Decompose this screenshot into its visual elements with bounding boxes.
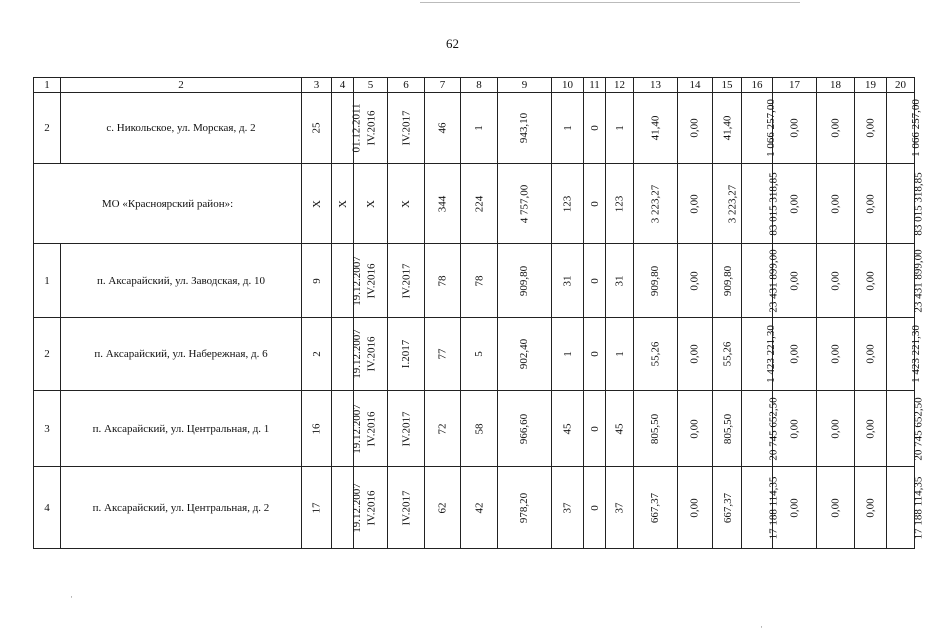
cell-c20: [887, 391, 925, 467]
cell-text: IV.2016: [365, 263, 378, 298]
cell-c8: [461, 164, 498, 244]
cell-c15: [713, 467, 742, 549]
table-row: [34, 318, 915, 391]
cell-text: 83 015 318,85: [767, 171, 780, 236]
cell-text: I.2017: [399, 339, 412, 369]
cell-text: 20 745 652,50: [767, 396, 780, 461]
cell-text: 1: [561, 351, 574, 357]
cell-c14: [678, 467, 713, 549]
cell-text: 41,40: [721, 115, 733, 141]
cell-text: 943,10: [518, 112, 531, 144]
header-cell: 15: [713, 78, 742, 93]
cell-text: 0,00: [829, 118, 842, 138]
cell-text: 1: [613, 351, 626, 357]
cell-c19: [855, 467, 887, 549]
cell-text: 42: [473, 502, 485, 513]
cell-text: 4: [44, 501, 50, 514]
cell-text: 1: [561, 125, 574, 131]
cell-text: п. Аксарайский, ул. Центральная, д. 2: [92, 501, 270, 514]
cell-text: 25: [310, 122, 323, 134]
cell-text: 0,00: [788, 193, 801, 214]
cell-c7: [425, 164, 461, 244]
cell-address: [61, 318, 302, 391]
cell-c15: [713, 391, 742, 467]
cell-c3: [302, 467, 332, 549]
cell-text: 0,00: [829, 193, 842, 214]
cell-c8: [461, 391, 498, 467]
cell-text: 2: [310, 351, 323, 357]
header-row: [34, 78, 915, 93]
cell-text: 2: [44, 122, 50, 134]
cell-text: 0,00: [864, 344, 877, 364]
cell-text: 72: [436, 423, 449, 434]
cell-text: 83 015 318,85: [912, 171, 925, 236]
data-table: [33, 77, 925, 549]
cell-text: IV.2017: [399, 263, 412, 298]
header-cell: 6: [388, 78, 425, 93]
cell-c9: [498, 164, 552, 244]
cell-c4: [332, 93, 363, 164]
cell-c4: [332, 244, 363, 318]
cell-c8: [461, 244, 498, 318]
cell-c9: [498, 391, 552, 467]
cell-c12: [606, 93, 634, 164]
cell-text: 805,50: [649, 413, 662, 444]
cell-text: 0,00: [864, 270, 877, 291]
scan-speck: ·: [70, 592, 73, 602]
cell-text: 0,00: [788, 497, 801, 518]
cell-text: 3 223,27: [649, 184, 662, 223]
cell-c20: [887, 164, 925, 244]
cell-text: IV.2016: [365, 336, 378, 372]
cell-c11: [584, 244, 606, 318]
cell-address: [61, 467, 302, 549]
cell-c10: [552, 93, 584, 164]
cell-text: 0,00: [689, 418, 701, 439]
cell-address: [61, 244, 302, 318]
cell-text: 0,00: [788, 270, 801, 291]
cell-c9: [498, 244, 552, 318]
cell-text: IV.2016: [365, 490, 378, 525]
table-row: [34, 93, 915, 164]
cell-text: 0,00: [788, 418, 801, 439]
header-cell: 10: [552, 78, 584, 93]
cell-c17: [773, 318, 817, 391]
header-cell: 1: [34, 78, 61, 93]
page-number: 62: [446, 36, 459, 51]
table-row: [34, 467, 915, 549]
cell-address: [61, 93, 302, 164]
header-cell: 17: [773, 78, 817, 93]
cell-text: X: [310, 199, 323, 208]
cell-text: 0: [588, 125, 601, 131]
cell-text: 78: [473, 275, 485, 286]
cell-text: IV.2017: [399, 110, 412, 146]
cell-c11: [584, 164, 606, 244]
cell-text: п. Аксарайский, ул. Заводская, д. 10: [97, 274, 265, 287]
cell-c13: [634, 93, 678, 164]
cell-c7: [425, 467, 461, 549]
cell-text: 4 757,00: [518, 184, 531, 223]
header-cell: 13: [634, 78, 678, 93]
header-cell: 20: [887, 78, 915, 93]
cell-c10: [552, 391, 584, 467]
cell-c16: [742, 318, 777, 391]
cell-c14: [678, 391, 713, 467]
cell-text: 19.12.2007: [350, 482, 363, 533]
cell-text: 909,80: [518, 265, 531, 296]
cell-c16: [742, 164, 780, 244]
cell-text: 966,60: [518, 413, 531, 444]
cell-c16: [742, 467, 780, 549]
cell-no: [34, 244, 61, 318]
cell-text: 1: [613, 125, 626, 131]
cell-c4: [332, 391, 363, 467]
cell-text: 0,00: [864, 418, 877, 439]
cell-text: 46: [436, 122, 449, 134]
cell-text: 01.12.2011: [350, 103, 363, 153]
cell-text: с. Никольское, ул. Морская, д. 2: [106, 122, 256, 134]
cell-c12: [606, 391, 634, 467]
cell-c6: [388, 318, 425, 391]
cell-c8: [461, 467, 498, 549]
cell-c20: [887, 244, 925, 318]
cell-text: 23 431 899,00: [912, 248, 925, 313]
cell-no: [34, 467, 61, 549]
cell-text: 16: [310, 423, 323, 434]
cell-c19: [855, 318, 887, 391]
cell-c14: [678, 164, 713, 244]
cell-c13: [634, 467, 678, 549]
cell-text: 55,26: [649, 341, 662, 367]
cell-c10: [552, 164, 584, 244]
header-cell: 8: [461, 78, 498, 93]
cell-text: 0,00: [829, 497, 842, 518]
cell-text: 667,37: [722, 492, 735, 523]
cell-text: 224: [473, 195, 485, 212]
table-row: [34, 244, 915, 318]
cell-c6: [388, 467, 425, 549]
cell-text: 0: [588, 504, 601, 511]
cell-text: 19.12.2007: [350, 255, 363, 306]
cell-text: 37: [561, 502, 574, 513]
cell-no: [34, 391, 61, 467]
cell-c15: [713, 244, 742, 318]
cell-text: 805,50: [722, 413, 735, 444]
cell-text: 31: [613, 275, 626, 286]
cell-c12: [606, 318, 634, 391]
cell-address: [61, 391, 302, 467]
cell-c13: [634, 391, 678, 467]
cell-text: 0,00: [689, 270, 701, 291]
header-cell: 18: [817, 78, 855, 93]
cell-c9: [498, 318, 552, 391]
cell-text: 909,80: [649, 265, 662, 296]
cell-c7: [425, 93, 461, 164]
cell-text: 123: [613, 195, 626, 212]
cell-c7: [425, 391, 461, 467]
cell-c6: [388, 244, 425, 318]
cell-text: 0: [588, 425, 601, 432]
header-cell: 11: [584, 78, 606, 93]
cell-text: 37: [613, 502, 626, 513]
cell-text: 344: [436, 195, 449, 212]
cell-text: 0,00: [864, 118, 877, 138]
cell-text: 3 223,27: [726, 184, 739, 223]
cell-c18: [817, 164, 855, 244]
cell-c16: [742, 93, 777, 164]
cell-text: 1: [473, 125, 485, 131]
cell-c9: [498, 467, 552, 549]
header-cell: 9: [498, 78, 552, 93]
header-cell: 14: [678, 78, 713, 93]
cell-c7: [425, 318, 461, 391]
cell-c12: [606, 467, 634, 549]
cell-c19: [855, 244, 887, 318]
cell-text: 17: [310, 502, 323, 513]
cell-c20: [887, 93, 922, 164]
cell-text: 0,00: [788, 118, 801, 138]
cell-c14: [678, 93, 713, 164]
cell-c15: [713, 164, 742, 244]
cell-text: 17 188 114,35: [912, 476, 925, 539]
cell-text: п. Аксарайский, ул. Набережная, д. 6: [94, 348, 268, 360]
scan-top-line: [420, 2, 800, 3]
cell-text: 45: [613, 423, 626, 434]
cell-text: 78: [436, 275, 449, 286]
cell-text: 0,00: [689, 497, 701, 518]
cell-c19: [855, 391, 887, 467]
cell-c11: [584, 93, 606, 164]
cell-c18: [817, 244, 855, 318]
cell-c18: [817, 318, 855, 391]
cell-c13: [634, 318, 678, 391]
cell-c3: [302, 164, 332, 244]
cell-c15: [713, 318, 742, 391]
cell-c10: [552, 244, 584, 318]
cell-c7: [425, 244, 461, 318]
header-cell: 5: [354, 78, 388, 93]
cell-text: 77: [436, 348, 449, 360]
header-cell: 2: [61, 78, 302, 93]
cell-c19: [855, 164, 887, 244]
cell-text: 55,26: [721, 341, 733, 367]
cell-text: 0: [588, 351, 601, 357]
cell-c5: [354, 164, 388, 244]
cell-text: 19.12.2007: [350, 329, 363, 379]
cell-c18: [817, 93, 855, 164]
cell-c20: [887, 467, 925, 549]
header-cell: 16: [742, 78, 773, 93]
cell-text: 0,00: [829, 270, 842, 291]
cell-text: X: [399, 199, 412, 208]
cell-text: X: [364, 199, 377, 208]
cell-c14: [678, 244, 713, 318]
cell-text: 0: [588, 277, 601, 284]
cell-c15: [713, 93, 742, 164]
cell-c16: [742, 244, 780, 318]
cell-text: 45: [561, 423, 574, 434]
cell-c18: [817, 467, 855, 549]
scan-speck: ·: [760, 622, 763, 632]
cell-c13: [634, 164, 678, 244]
cell-text: 9: [310, 277, 323, 284]
cell-text: 0,00: [864, 193, 877, 214]
cell-c11: [584, 391, 606, 467]
cell-no: [34, 318, 61, 391]
cell-c20: [887, 318, 922, 391]
cell-c10: [552, 467, 584, 549]
cell-c14: [678, 318, 713, 391]
cell-c3: [302, 93, 332, 164]
cell-c4: [332, 467, 363, 549]
cell-text: IV.2017: [399, 490, 412, 525]
cell-text: 2: [44, 348, 50, 360]
cell-text: X: [336, 199, 349, 208]
cell-text: 19.12.2007: [350, 403, 363, 454]
cell-c11: [584, 467, 606, 549]
cell-text: 17 188 114,35: [767, 476, 780, 539]
cell-c6: [388, 93, 425, 164]
cell-c6: [388, 164, 425, 244]
cell-text: 23 431 899,00: [767, 248, 780, 313]
cell-text: 0,00: [829, 418, 842, 439]
cell-text: 902,40: [518, 338, 531, 370]
cell-c4: [332, 318, 363, 391]
cell-text: 667,37: [649, 492, 662, 523]
cell-c3: [302, 391, 332, 467]
cell-c17: [773, 93, 817, 164]
cell-c6: [388, 391, 425, 467]
cell-text: 1 066 257,00: [909, 99, 922, 157]
cell-text: 31: [561, 275, 574, 286]
cell-text: 0,00: [689, 193, 701, 214]
cell-c10: [552, 318, 584, 391]
cell-c18: [817, 391, 855, 467]
cell-text: 20 745 652,50: [912, 396, 925, 461]
cell-text: 5: [473, 351, 485, 357]
cell-c3: [302, 244, 332, 318]
cell-c13: [634, 244, 678, 318]
cell-text: 123: [561, 195, 574, 212]
cell-c12: [606, 244, 634, 318]
cell-text: 0,00: [689, 118, 701, 138]
cell-text: 1 423 221,30: [764, 325, 777, 383]
cell-text: 978,20: [518, 492, 531, 523]
cell-text: 41,40: [649, 115, 662, 141]
cell-text: IV.2016: [365, 110, 378, 146]
cell-c8: [461, 318, 498, 391]
header-cell: 12: [606, 78, 634, 93]
cell-text: 0,00: [788, 344, 801, 364]
cell-text: 1 423 221,30: [909, 325, 922, 383]
cell-text: п. Аксарайский, ул. Центральная, д. 1: [92, 422, 270, 435]
cell-c4: [332, 164, 354, 244]
cell-text: 62: [436, 502, 449, 513]
table-row: [34, 391, 915, 467]
cell-text: 3: [44, 422, 50, 435]
cell-c16: [742, 391, 780, 467]
cell-c11: [584, 318, 606, 391]
cell-text: 0,00: [829, 344, 842, 364]
cell-text: 0: [588, 200, 601, 207]
cell-c3: [302, 318, 332, 391]
header-cell: 3: [302, 78, 332, 93]
cell-text: 0,00: [864, 497, 877, 518]
header-cell: 19: [855, 78, 887, 93]
cell-text: 909,80: [722, 265, 735, 296]
cell-text: IV.2016: [365, 411, 378, 446]
cell-text: IV.2017: [399, 411, 412, 446]
cell-text: 1: [44, 274, 50, 287]
cell-c12: [606, 164, 634, 244]
cell-no: [34, 93, 61, 164]
subtotal-label: МО «Красноярский район»:: [34, 164, 302, 244]
subtotal-row: [34, 164, 915, 244]
header-cell: 4: [332, 78, 354, 93]
cell-text: 58: [473, 423, 485, 434]
cell-text: 1 066 257,00: [764, 99, 777, 157]
cell-c9: [498, 93, 552, 164]
cell-text: 0,00: [689, 344, 701, 364]
header-cell: 7: [425, 78, 461, 93]
cell-c8: [461, 93, 498, 164]
cell-c19: [855, 93, 887, 164]
